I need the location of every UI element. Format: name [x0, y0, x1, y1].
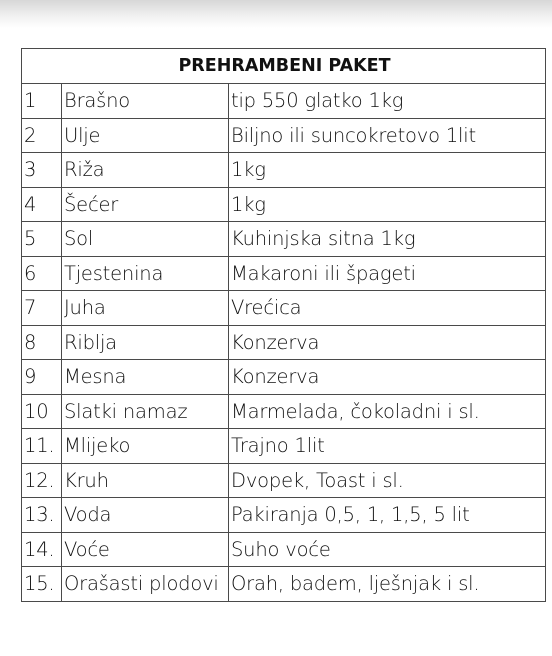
item-name-cell: Mlijeko	[62, 429, 229, 464]
row-number-cell: 11.	[22, 429, 62, 464]
item-description-cell: Makaroni ili špageti	[229, 256, 546, 291]
item-description-cell: Marmelada, čokoladni i sl.	[229, 394, 546, 429]
table-body	[22, 84, 546, 602]
table-row	[22, 429, 546, 464]
table-row	[22, 394, 546, 429]
item-description-cell: Konzerva	[229, 360, 546, 395]
row-number-cell: 5	[22, 222, 62, 257]
row-number-cell: 3	[22, 153, 62, 188]
row-number-cell: 2	[22, 118, 62, 153]
item-description-cell: Orah, badem, lješnjak i sl.	[229, 567, 546, 602]
item-name-cell: Riblja	[62, 325, 229, 360]
row-number-cell: 12.	[22, 463, 62, 498]
table-row	[22, 567, 546, 602]
row-number-cell: 6	[22, 256, 62, 291]
table-row	[22, 360, 546, 395]
table-row	[22, 153, 546, 188]
top-shadow	[0, 0, 552, 28]
table-row	[22, 532, 546, 567]
table-row	[22, 222, 546, 257]
item-description-cell: Dvopek, Toast i sl.	[229, 463, 546, 498]
item-name-cell: Slatki namaz	[62, 394, 229, 429]
row-number-cell: 13.	[22, 498, 62, 533]
item-name-cell: Voće	[62, 532, 229, 567]
item-name-cell: Orašasti plodovi	[62, 567, 229, 602]
table-row	[22, 291, 546, 326]
row-number-cell: 7	[22, 291, 62, 326]
table-row	[22, 498, 546, 533]
table-row	[22, 256, 546, 291]
item-description-cell: Vrećica	[229, 291, 546, 326]
item-name-cell: Kruh	[62, 463, 229, 498]
item-description-cell: Trajno 1lit	[229, 429, 546, 464]
item-description-cell: 1kg	[229, 153, 546, 188]
table-title: PREHRAMBENI PAKET	[22, 49, 546, 84]
table-row	[22, 84, 546, 119]
row-number-cell: 14.	[22, 532, 62, 567]
table-row	[22, 463, 546, 498]
food-package-table	[21, 48, 546, 602]
item-description-cell: Biljno ili suncokretovo 1lit	[229, 118, 546, 153]
item-description-cell: 1kg	[229, 187, 546, 222]
row-number-cell: 8	[22, 325, 62, 360]
food-package-table-container	[21, 48, 545, 602]
item-description-cell: Suho voće	[229, 532, 546, 567]
item-description-cell: Kuhinjska sitna 1kg	[229, 222, 546, 257]
table-row	[22, 325, 546, 360]
table-header-row	[22, 49, 546, 84]
item-name-cell: Voda	[62, 498, 229, 533]
item-name-cell: Juha	[62, 291, 229, 326]
item-name-cell: Riža	[62, 153, 229, 188]
item-name-cell: Ulje	[62, 118, 229, 153]
row-number-cell: 15.	[22, 567, 62, 602]
item-name-cell: Tjestenina	[62, 256, 229, 291]
item-name-cell: Mesna	[62, 360, 229, 395]
row-number-cell: 4	[22, 187, 62, 222]
row-number-cell: 10	[22, 394, 62, 429]
table-row	[22, 187, 546, 222]
row-number-cell: 9	[22, 360, 62, 395]
table-row	[22, 118, 546, 153]
item-description-cell: tip 550 glatko 1kg	[229, 84, 546, 119]
item-description-cell: Pakiranja 0,5, 1, 1,5, 5 lit	[229, 498, 546, 533]
item-name-cell: Brašno	[62, 84, 229, 119]
item-name-cell: Sol	[62, 222, 229, 257]
item-description-cell: Konzerva	[229, 325, 546, 360]
row-number-cell: 1	[22, 84, 62, 119]
item-name-cell: Šećer	[62, 187, 229, 222]
